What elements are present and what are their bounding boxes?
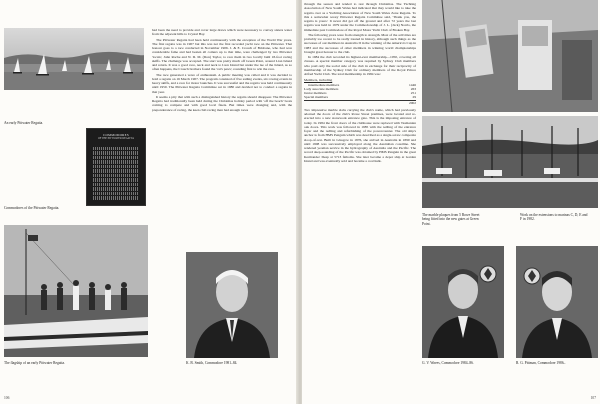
marina-caption: Work on the extensions to marinas C, D, E and F in 1982.	[520, 213, 588, 222]
waves-portrait-photo	[422, 246, 504, 358]
right-body-column	[304, 2, 416, 164]
plaques-photo	[422, 0, 598, 112]
membership-row: Junior members 251	[304, 91, 416, 95]
right-paragraph: In 1984 the club recorded its highest-ever membership—1050, covering all classes. A special member category was required by Sydney Club members who paid only the social side of the club in exchange for their reciprocity of membership of the Sydney Club for ordinary members of the Royal Prince Alfred Yacht Club. The total membership in 1984 was:	[304, 55, 416, 76]
flagship-photo	[4, 225, 148, 357]
membership-heading: Members, including	[304, 78, 333, 83]
commodores-caption: Commodores of the Pittwater Regatta.	[4, 206, 60, 210]
left-paragraph: The race generated a wave of enthusiasm. A public meeting was called and it was decided to hold a regatta on 16 March 1907. The program consisted of five sailing events, six rowing events in heavy skiffs, and a race for motor launches. It was successful and the regatta was held continuously until 1950. The Pittwater Regatta Committee sat in 1980 and decided not to conduct a regatta in that year.	[152, 72, 292, 94]
right-page	[302, 0, 600, 404]
membership-row: intermediate members 1446	[308, 82, 416, 87]
smith-caption: K. B. Smith, Commodore 1981–84.	[186, 361, 238, 365]
board-names-list	[93, 147, 139, 201]
membership-row: Lady associate members 263	[304, 86, 416, 91]
board-title: COMMODORES	[103, 133, 129, 137]
waves-portrait-art	[422, 246, 504, 358]
early-regatta-caption: An early Pittwater Regatta.	[4, 121, 44, 125]
pittman-portrait-art	[516, 246, 598, 358]
pittman-caption: R. G. Pittman, Commodore 1986–	[516, 361, 566, 365]
page-number-right: 107	[590, 396, 596, 400]
commodores-board-photo	[86, 128, 146, 206]
early-regatta-photo	[4, 28, 144, 90]
smith-portrait-photo	[186, 252, 278, 358]
plaques-photo-art	[422, 0, 598, 112]
regatta-photo-art	[4, 28, 144, 90]
smith-portrait-art	[186, 252, 278, 358]
left-body-column	[152, 28, 292, 113]
left-paragraph: The Pittwater Regatta had been held continuously with the exception of the World War years. The first regatta was in 1907 but this was not the first recorded yacht race on the Pittwater. That honour goes to a race conducted in November 1906. J. & E. Crouch of Brisbane, who had won considerable fame and had beaten all comers up to that time, were challenged by two Pittwater 'locals', John Roche and N. D. M. (Don) Taylor, to race them in two locally built 18-foot racing skiffs. The challenge was accepted. The start was pretty much off Green Point, around Lion Island and return. It was a good race, neck and neck to Lion Island but under the lee of the Island, as so often happens, the Crouch brothers found the 'cat's paws', rounding first to win the race.	[152, 37, 292, 72]
page-number-left: 106	[4, 396, 10, 400]
membership-table	[304, 78, 416, 105]
flagship-photo-art	[4, 225, 148, 357]
left-page	[0, 0, 298, 404]
board-subtitle: OF THE PITTWATER REGATTA	[98, 137, 134, 140]
plaques-caption: The marble plaques from 5 Rowe Street being fitted into the new gates at Green Point.	[422, 213, 480, 226]
membership-row: Special members 29	[304, 95, 416, 100]
right-paragraph: through the season and tended to rest through Christmas. The Yachting Association of New South Wales had indicated that they would like to take the regatta over as a Yachting Association of New South Wales Zone Regatta. To this a somewhat weary Pittwater Regatta Committee said, 'Thank you, the regatta is yours.' It never did get off the ground and after 72 years the last regatta was held in 1979 under the Commodoreship of J. L. (Jack) Norris, the immediate past Commodore of the Royal Motor Yacht Club of Broken Bay.	[304, 2, 416, 32]
flagship-caption: The flagship of an early Pittwater Regatta.	[4, 361, 65, 365]
pittman-portrait-photo	[516, 246, 598, 358]
marina-extensions-photo	[422, 116, 598, 208]
left-paragraph: It seems a pity that with such a distinguished history the regatta should disappear. The Pittwater Regatta had traditionally been held during the Christmas holiday period with 'off the beach' boats coming to compete and with good local fleets. But times were changing and, with the preponderance of racing, the keen club racing men had enough races	[152, 94, 292, 112]
membership-total: 2002	[304, 100, 416, 105]
marina-photo-art	[422, 116, 598, 208]
waves-caption: G. V. Waves, Commodore 1984–86.	[422, 361, 474, 365]
left-paragraph: had been the need to provide and cover large draws which were necessary to convey sisters water from the adjacent hills to Crystal Bay.	[152, 28, 292, 37]
right-paragraph: The following years were from strength to strength. Most of the activities are probably too recent to be really treated in history, although such things as the successes of our members in Australia II in the winning of the America's Cup in 1983 and the successes of other members in winning world championships brought great honour to the club.	[304, 32, 416, 54]
right-paragraph: Two impressive marble slabs carrying the club's name, which had previously adorned the doors of the club's Rowe Street premises, were located and re-erected into a new stonework entrance gate. This is the imposing entrance of today. In 1984 the front doors of the clubhouse were replaced with Tasmanian oak doors. This work was followed in 1985 with the redling of the entrance foyer and the redling and refurbishing of the powercounter. The old ship's anchor is from HMS Penguin which was described as a single-screw composite sloop-of-war. Built in Glasgow in 1876, she arrived in Australia in 1890 and until 1908 was successively employed along the Australian coastline. She rendered yeoman service in the hydrography of Australia and the Pacific. The record deep-sounding of the Pacific was obtained by HMS Penguin in the great Kermandec Deep at 5713 fathoms. She later became a depot ship at Garden Island and was eventually sold and became a coal hulk.	[304, 107, 416, 163]
